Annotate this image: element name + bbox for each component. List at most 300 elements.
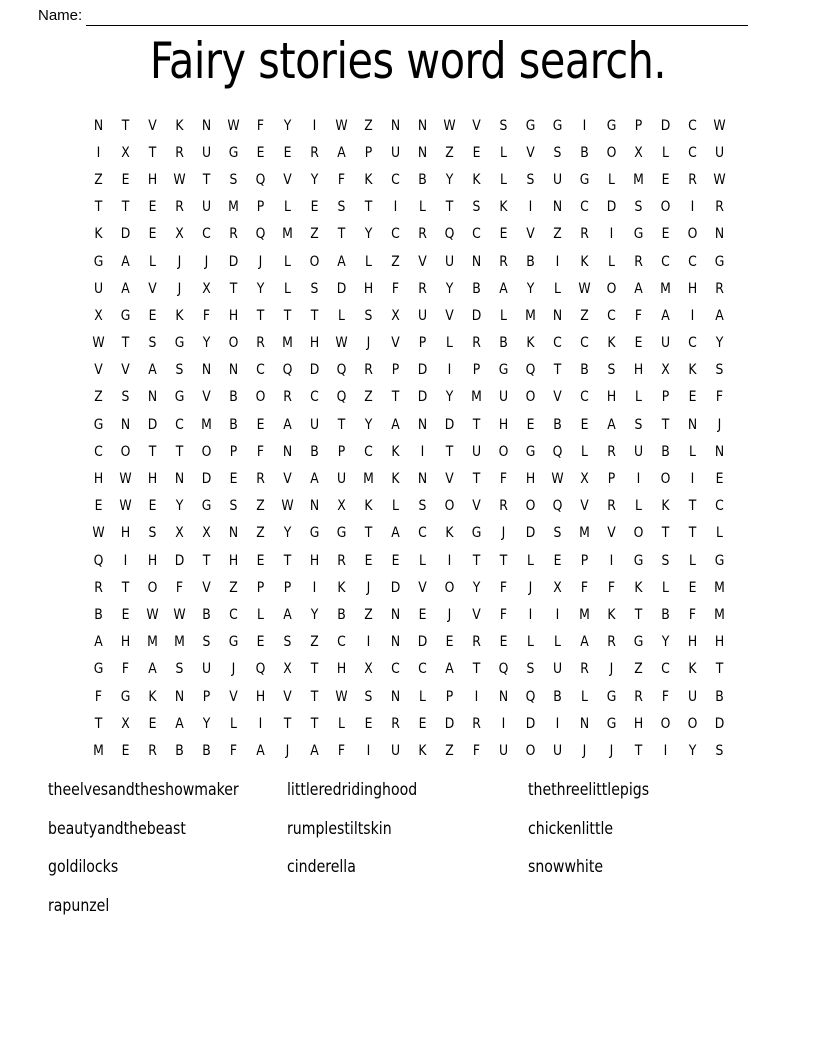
grid-cell[interactable]: F bbox=[499, 579, 508, 596]
grid-cell[interactable]: C bbox=[688, 335, 697, 352]
grid-cell[interactable]: X bbox=[202, 525, 211, 542]
grid-cell[interactable]: T bbox=[148, 144, 157, 161]
grid-cell[interactable]: B bbox=[229, 416, 238, 433]
grid-cell[interactable]: G bbox=[633, 634, 644, 651]
grid-cell[interactable]: V bbox=[391, 335, 400, 352]
grid-cell[interactable]: W bbox=[281, 498, 294, 515]
grid-cell[interactable]: G bbox=[93, 416, 104, 433]
grid-cell[interactable]: D bbox=[525, 525, 536, 542]
grid-cell[interactable]: H bbox=[255, 688, 266, 705]
grid-cell[interactable]: A bbox=[121, 280, 130, 297]
grid-cell[interactable]: U bbox=[444, 253, 455, 270]
grid-cell[interactable]: V bbox=[229, 688, 238, 705]
grid-cell[interactable]: E bbox=[148, 307, 157, 324]
grid-cell[interactable]: W bbox=[713, 117, 726, 134]
grid-cell[interactable]: B bbox=[337, 606, 346, 623]
grid-cell[interactable]: C bbox=[688, 253, 697, 270]
grid-cell[interactable]: O bbox=[444, 498, 455, 515]
grid-cell[interactable]: C bbox=[607, 307, 616, 324]
grid-cell[interactable]: B bbox=[94, 606, 103, 623]
grid-cell[interactable]: P bbox=[634, 117, 643, 134]
grid-cell[interactable]: L bbox=[149, 253, 156, 270]
grid-cell[interactable]: C bbox=[310, 389, 319, 406]
grid-cell[interactable]: G bbox=[471, 525, 482, 542]
grid-cell[interactable]: T bbox=[121, 579, 130, 596]
grid-cell[interactable]: T bbox=[688, 525, 697, 542]
grid-cell[interactable]: F bbox=[580, 579, 589, 596]
grid-cell[interactable]: L bbox=[500, 144, 507, 161]
grid-cell[interactable]: E bbox=[148, 715, 157, 732]
grid-cell[interactable]: D bbox=[336, 280, 347, 297]
grid-cell[interactable]: N bbox=[309, 498, 320, 515]
grid-cell[interactable]: R bbox=[418, 280, 427, 297]
grid-cell[interactable]: M bbox=[525, 307, 536, 324]
grid-cell[interactable]: U bbox=[201, 144, 212, 161]
grid-cell[interactable]: E bbox=[661, 226, 670, 243]
grid-cell[interactable]: Z bbox=[310, 226, 319, 243]
grid-cell[interactable]: A bbox=[283, 416, 292, 433]
grid-cell[interactable]: N bbox=[417, 144, 428, 161]
grid-cell[interactable]: G bbox=[633, 226, 644, 243]
grid-cell[interactable]: R bbox=[148, 742, 157, 759]
grid-cell[interactable]: C bbox=[580, 389, 589, 406]
grid-cell[interactable]: W bbox=[227, 117, 240, 134]
grid-cell[interactable]: T bbox=[310, 661, 319, 678]
grid-cell[interactable]: T bbox=[715, 661, 724, 678]
grid-cell[interactable]: X bbox=[121, 715, 130, 732]
grid-cell[interactable]: C bbox=[229, 606, 238, 623]
grid-cell[interactable]: B bbox=[580, 144, 589, 161]
grid-cell[interactable]: H bbox=[228, 552, 239, 569]
grid-cell[interactable]: G bbox=[714, 253, 725, 270]
grid-cell[interactable]: T bbox=[202, 171, 211, 188]
grid-cell[interactable]: L bbox=[392, 498, 399, 515]
grid-cell[interactable]: Q bbox=[552, 443, 563, 460]
grid-cell[interactable]: L bbox=[527, 552, 534, 569]
grid-cell[interactable]: R bbox=[607, 634, 616, 651]
grid-cell[interactable]: T bbox=[661, 416, 670, 433]
grid-cell[interactable]: J bbox=[258, 253, 263, 270]
grid-cell[interactable]: T bbox=[202, 552, 211, 569]
grid-cell[interactable]: L bbox=[338, 307, 345, 324]
grid-cell[interactable]: K bbox=[364, 171, 373, 188]
grid-cell[interactable]: S bbox=[472, 199, 481, 216]
grid-cell[interactable]: G bbox=[498, 362, 509, 379]
grid-cell[interactable]: V bbox=[580, 498, 589, 515]
grid-cell[interactable]: C bbox=[391, 661, 400, 678]
grid-cell[interactable]: F bbox=[256, 443, 265, 460]
grid-cell[interactable]: A bbox=[148, 661, 157, 678]
name-input-line[interactable] bbox=[86, 10, 748, 26]
grid-cell[interactable]: K bbox=[175, 307, 184, 324]
grid-cell[interactable]: J bbox=[717, 416, 722, 433]
grid-cell[interactable]: I bbox=[447, 552, 452, 569]
grid-cell[interactable]: O bbox=[606, 280, 617, 297]
grid-cell[interactable]: Q bbox=[255, 661, 266, 678]
grid-cell[interactable]: F bbox=[337, 742, 346, 759]
grid-cell[interactable]: L bbox=[554, 634, 561, 651]
grid-cell[interactable]: U bbox=[552, 171, 563, 188]
grid-cell[interactable]: Z bbox=[94, 389, 103, 406]
grid-cell[interactable]: O bbox=[606, 144, 617, 161]
grid-cell[interactable]: D bbox=[417, 389, 428, 406]
grid-cell[interactable]: J bbox=[609, 742, 614, 759]
grid-cell[interactable]: V bbox=[526, 144, 535, 161]
grid-cell[interactable]: P bbox=[202, 688, 211, 705]
grid-cell[interactable]: S bbox=[175, 362, 184, 379]
grid-cell[interactable]: O bbox=[525, 498, 536, 515]
grid-cell[interactable]: M bbox=[363, 471, 374, 488]
grid-cell[interactable]: A bbox=[256, 742, 265, 759]
grid-cell[interactable]: L bbox=[554, 280, 561, 297]
grid-cell[interactable]: E bbox=[229, 471, 238, 488]
grid-cell[interactable]: I bbox=[501, 715, 506, 732]
grid-cell[interactable]: C bbox=[661, 661, 670, 678]
grid-cell[interactable]: P bbox=[445, 688, 454, 705]
grid-cell[interactable]: M bbox=[633, 171, 644, 188]
grid-cell[interactable]: J bbox=[231, 661, 236, 678]
grid-cell[interactable]: E bbox=[148, 498, 157, 515]
grid-cell[interactable]: H bbox=[147, 471, 158, 488]
grid-cell[interactable]: S bbox=[553, 144, 562, 161]
grid-cell[interactable]: B bbox=[526, 253, 535, 270]
grid-cell[interactable]: I bbox=[690, 199, 695, 216]
grid-cell[interactable]: E bbox=[364, 552, 373, 569]
grid-cell[interactable]: D bbox=[201, 471, 212, 488]
grid-cell[interactable]: M bbox=[282, 226, 293, 243]
word-list-item[interactable]: goldilocks bbox=[48, 857, 119, 876]
grid-cell[interactable]: K bbox=[445, 525, 454, 542]
grid-cell[interactable]: E bbox=[418, 606, 427, 623]
grid-cell[interactable]: T bbox=[310, 688, 319, 705]
grid-cell[interactable]: G bbox=[120, 688, 131, 705]
grid-cell[interactable]: C bbox=[418, 525, 427, 542]
grid-cell[interactable]: K bbox=[175, 117, 184, 134]
grid-cell[interactable]: T bbox=[688, 498, 697, 515]
grid-cell[interactable]: I bbox=[474, 688, 479, 705]
grid-cell[interactable]: Q bbox=[255, 226, 266, 243]
grid-cell[interactable]: F bbox=[121, 661, 130, 678]
grid-cell[interactable]: A bbox=[337, 144, 346, 161]
grid-cell[interactable]: V bbox=[148, 117, 157, 134]
grid-cell[interactable]: K bbox=[688, 362, 697, 379]
grid-cell[interactable]: O bbox=[633, 525, 644, 542]
grid-cell[interactable]: A bbox=[661, 307, 670, 324]
grid-cell[interactable]: D bbox=[444, 715, 455, 732]
grid-cell[interactable]: Q bbox=[552, 498, 563, 515]
grid-cell[interactable]: X bbox=[337, 498, 346, 515]
grid-cell[interactable]: O bbox=[228, 335, 239, 352]
grid-cell[interactable]: N bbox=[93, 117, 104, 134]
grid-cell[interactable]: K bbox=[499, 199, 508, 216]
grid-cell[interactable]: C bbox=[202, 226, 211, 243]
grid-cell[interactable]: V bbox=[445, 471, 454, 488]
grid-cell[interactable]: E bbox=[148, 199, 157, 216]
grid-cell[interactable]: S bbox=[715, 742, 724, 759]
grid-cell[interactable]: K bbox=[391, 471, 400, 488]
grid-cell[interactable]: D bbox=[120, 226, 131, 243]
grid-cell[interactable]: S bbox=[229, 498, 238, 515]
grid-cell[interactable]: Q bbox=[282, 362, 293, 379]
grid-cell[interactable]: H bbox=[714, 634, 725, 651]
grid-cell[interactable]: D bbox=[471, 307, 482, 324]
grid-cell[interactable]: L bbox=[581, 443, 588, 460]
grid-cell[interactable]: T bbox=[445, 443, 454, 460]
grid-cell[interactable]: X bbox=[580, 471, 589, 488]
grid-cell[interactable]: G bbox=[228, 144, 239, 161]
word-list-item[interactable]: cinderella bbox=[287, 857, 356, 876]
grid-cell[interactable]: T bbox=[283, 307, 292, 324]
grid-cell[interactable]: O bbox=[201, 443, 212, 460]
grid-cell[interactable]: L bbox=[419, 688, 426, 705]
grid-cell[interactable]: S bbox=[202, 634, 211, 651]
grid-cell[interactable]: K bbox=[607, 335, 616, 352]
grid-cell[interactable]: G bbox=[201, 498, 212, 515]
grid-cell[interactable]: M bbox=[714, 579, 725, 596]
grid-cell[interactable]: G bbox=[579, 171, 590, 188]
grid-cell[interactable]: T bbox=[472, 661, 481, 678]
grid-cell[interactable]: O bbox=[525, 742, 536, 759]
grid-cell[interactable]: T bbox=[337, 226, 346, 243]
grid-cell[interactable]: K bbox=[688, 661, 697, 678]
grid-cell[interactable]: W bbox=[173, 606, 186, 623]
grid-cell[interactable]: F bbox=[607, 579, 616, 596]
grid-cell[interactable]: I bbox=[420, 443, 425, 460]
grid-cell[interactable]: B bbox=[715, 688, 724, 705]
grid-cell[interactable]: F bbox=[175, 579, 184, 596]
grid-cell[interactable]: V bbox=[472, 606, 481, 623]
word-list-item[interactable]: thethreelittlepigs bbox=[528, 780, 650, 799]
grid-cell[interactable]: E bbox=[256, 634, 265, 651]
grid-cell[interactable]: R bbox=[499, 498, 508, 515]
grid-cell[interactable]: E bbox=[580, 416, 589, 433]
word-list-item[interactable]: beautyandthebeast bbox=[48, 818, 186, 838]
grid-cell[interactable]: C bbox=[661, 253, 670, 270]
grid-cell[interactable]: R bbox=[715, 199, 724, 216]
grid-cell[interactable]: C bbox=[364, 443, 373, 460]
grid-cell[interactable]: Y bbox=[283, 525, 292, 542]
grid-cell[interactable]: K bbox=[148, 688, 157, 705]
grid-cell[interactable]: V bbox=[283, 171, 292, 188]
grid-cell[interactable]: X bbox=[661, 362, 670, 379]
grid-cell[interactable]: U bbox=[714, 144, 725, 161]
grid-cell[interactable]: C bbox=[391, 171, 400, 188]
grid-cell[interactable]: R bbox=[310, 144, 319, 161]
grid-cell[interactable]: G bbox=[174, 335, 185, 352]
grid-cell[interactable]: R bbox=[229, 226, 238, 243]
grid-cell[interactable]: C bbox=[715, 498, 724, 515]
grid-cell[interactable]: N bbox=[390, 634, 401, 651]
grid-cell[interactable]: H bbox=[228, 307, 239, 324]
grid-cell[interactable]: U bbox=[201, 661, 212, 678]
grid-cell[interactable]: S bbox=[364, 688, 373, 705]
grid-cell[interactable]: G bbox=[606, 117, 617, 134]
grid-cell[interactable]: L bbox=[284, 280, 291, 297]
grid-cell[interactable]: T bbox=[310, 307, 319, 324]
grid-cell[interactable]: C bbox=[688, 117, 697, 134]
grid-cell[interactable]: C bbox=[553, 335, 562, 352]
grid-cell[interactable]: S bbox=[715, 362, 724, 379]
grid-cell[interactable]: J bbox=[501, 525, 506, 542]
grid-cell[interactable]: F bbox=[391, 280, 400, 297]
grid-cell[interactable]: U bbox=[471, 443, 482, 460]
grid-cell[interactable]: M bbox=[228, 199, 239, 216]
grid-cell[interactable]: Y bbox=[364, 416, 373, 433]
grid-cell[interactable]: Z bbox=[94, 171, 103, 188]
grid-cell[interactable]: L bbox=[500, 307, 507, 324]
grid-cell[interactable]: E bbox=[526, 416, 535, 433]
grid-cell[interactable]: S bbox=[661, 552, 670, 569]
grid-cell[interactable]: Y bbox=[526, 280, 535, 297]
grid-cell[interactable]: B bbox=[202, 742, 211, 759]
grid-cell[interactable]: P bbox=[364, 144, 373, 161]
grid-cell[interactable]: G bbox=[93, 253, 104, 270]
grid-cell[interactable]: R bbox=[256, 335, 265, 352]
grid-cell[interactable]: O bbox=[147, 579, 158, 596]
grid-cell[interactable]: E bbox=[715, 471, 724, 488]
grid-cell[interactable]: V bbox=[418, 579, 427, 596]
grid-cell[interactable]: N bbox=[282, 443, 293, 460]
grid-cell[interactable]: A bbox=[148, 362, 157, 379]
grid-cell[interactable]: S bbox=[337, 199, 346, 216]
word-list-item[interactable]: snowwhite bbox=[528, 857, 604, 876]
grid-cell[interactable]: F bbox=[634, 307, 643, 324]
grid-cell[interactable]: R bbox=[580, 226, 589, 243]
grid-cell[interactable]: X bbox=[391, 307, 400, 324]
grid-cell[interactable]: B bbox=[418, 171, 427, 188]
grid-cell[interactable]: F bbox=[202, 307, 211, 324]
grid-cell[interactable]: N bbox=[417, 117, 428, 134]
grid-cell[interactable]: T bbox=[553, 362, 562, 379]
grid-cell[interactable]: T bbox=[499, 552, 508, 569]
grid-cell[interactable]: J bbox=[366, 579, 371, 596]
grid-cell[interactable]: L bbox=[284, 253, 291, 270]
grid-cell[interactable]: T bbox=[364, 199, 373, 216]
grid-cell[interactable]: X bbox=[364, 661, 373, 678]
grid-cell[interactable]: F bbox=[715, 389, 724, 406]
grid-cell[interactable]: L bbox=[230, 715, 237, 732]
grid-cell[interactable]: V bbox=[283, 471, 292, 488]
grid-cell[interactable]: B bbox=[499, 335, 508, 352]
grid-cell[interactable]: O bbox=[309, 253, 320, 270]
grid-cell[interactable]: F bbox=[499, 606, 508, 623]
grid-cell[interactable]: J bbox=[582, 742, 587, 759]
grid-cell[interactable]: X bbox=[553, 579, 562, 596]
grid-cell[interactable]: E bbox=[148, 226, 157, 243]
grid-cell[interactable]: H bbox=[687, 634, 698, 651]
grid-cell[interactable]: I bbox=[609, 226, 614, 243]
grid-cell[interactable]: I bbox=[447, 362, 452, 379]
grid-cell[interactable]: S bbox=[553, 525, 562, 542]
grid-cell[interactable]: Y bbox=[310, 606, 319, 623]
grid-cell[interactable]: U bbox=[417, 307, 428, 324]
grid-cell[interactable]: T bbox=[94, 199, 103, 216]
grid-cell[interactable]: W bbox=[146, 606, 159, 623]
grid-cell[interactable]: N bbox=[174, 471, 185, 488]
grid-cell[interactable]: U bbox=[552, 742, 563, 759]
grid-cell[interactable]: L bbox=[500, 171, 507, 188]
grid-cell[interactable]: B bbox=[661, 606, 670, 623]
grid-cell[interactable]: G bbox=[93, 661, 104, 678]
grid-cell[interactable]: T bbox=[121, 335, 130, 352]
grid-cell[interactable]: H bbox=[363, 280, 374, 297]
grid-cell[interactable]: L bbox=[635, 389, 642, 406]
grid-cell[interactable]: Z bbox=[445, 144, 454, 161]
grid-cell[interactable]: R bbox=[364, 362, 373, 379]
grid-cell[interactable]: Y bbox=[445, 280, 454, 297]
grid-cell[interactable]: Z bbox=[256, 498, 265, 515]
grid-cell[interactable]: N bbox=[390, 117, 401, 134]
grid-cell[interactable]: D bbox=[417, 362, 428, 379]
grid-cell[interactable]: L bbox=[608, 253, 615, 270]
grid-cell[interactable]: T bbox=[634, 606, 643, 623]
grid-cell[interactable]: C bbox=[688, 144, 697, 161]
grid-cell[interactable]: S bbox=[229, 171, 238, 188]
grid-cell[interactable]: R bbox=[634, 253, 643, 270]
grid-cell[interactable]: I bbox=[366, 634, 371, 651]
grid-cell[interactable]: D bbox=[606, 199, 617, 216]
grid-cell[interactable]: E bbox=[283, 144, 292, 161]
grid-cell[interactable]: S bbox=[121, 389, 130, 406]
grid-cell[interactable]: Q bbox=[525, 362, 536, 379]
grid-cell[interactable]: I bbox=[609, 552, 614, 569]
grid-cell[interactable]: N bbox=[390, 606, 401, 623]
grid-cell[interactable]: Q bbox=[336, 362, 347, 379]
grid-cell[interactable]: Y bbox=[661, 634, 670, 651]
grid-cell[interactable]: Q bbox=[498, 661, 509, 678]
grid-cell[interactable]: N bbox=[552, 199, 563, 216]
grid-cell[interactable]: E bbox=[94, 498, 103, 515]
grid-cell[interactable]: W bbox=[92, 335, 105, 352]
grid-cell[interactable]: P bbox=[229, 443, 238, 460]
grid-cell[interactable]: S bbox=[175, 661, 184, 678]
grid-cell[interactable]: D bbox=[660, 117, 671, 134]
grid-cell[interactable]: L bbox=[581, 688, 588, 705]
grid-cell[interactable]: U bbox=[390, 742, 401, 759]
grid-cell[interactable]: S bbox=[499, 117, 508, 134]
grid-cell[interactable]: G bbox=[174, 389, 185, 406]
grid-cell[interactable]: E bbox=[256, 144, 265, 161]
grid-cell[interactable]: T bbox=[634, 742, 643, 759]
grid-cell[interactable]: H bbox=[498, 416, 509, 433]
grid-cell[interactable]: O bbox=[660, 715, 671, 732]
grid-cell[interactable]: H bbox=[606, 389, 617, 406]
grid-cell[interactable]: A bbox=[499, 280, 508, 297]
grid-cell[interactable]: A bbox=[310, 742, 319, 759]
grid-cell[interactable]: T bbox=[310, 715, 319, 732]
grid-cell[interactable]: N bbox=[714, 226, 725, 243]
grid-cell[interactable]: F bbox=[256, 117, 265, 134]
grid-cell[interactable]: I bbox=[690, 471, 695, 488]
grid-cell[interactable]: P bbox=[391, 362, 400, 379]
grid-cell[interactable]: Y bbox=[256, 280, 265, 297]
grid-cell[interactable]: X bbox=[94, 307, 103, 324]
word-list-item[interactable]: chickenlittle bbox=[528, 818, 614, 838]
grid-cell[interactable]: T bbox=[661, 525, 670, 542]
grid-cell[interactable]: X bbox=[121, 144, 130, 161]
grid-cell[interactable]: A bbox=[94, 634, 103, 651]
grid-cell[interactable]: P bbox=[256, 579, 265, 596]
grid-cell[interactable]: N bbox=[417, 471, 428, 488]
grid-cell[interactable]: G bbox=[525, 117, 536, 134]
grid-cell[interactable]: M bbox=[282, 335, 293, 352]
grid-cell[interactable]: R bbox=[688, 171, 697, 188]
grid-cell[interactable]: T bbox=[121, 117, 130, 134]
grid-cell[interactable]: E bbox=[256, 552, 265, 569]
grid-cell[interactable]: N bbox=[498, 688, 509, 705]
grid-cell[interactable]: H bbox=[147, 552, 158, 569]
grid-cell[interactable]: O bbox=[687, 226, 698, 243]
